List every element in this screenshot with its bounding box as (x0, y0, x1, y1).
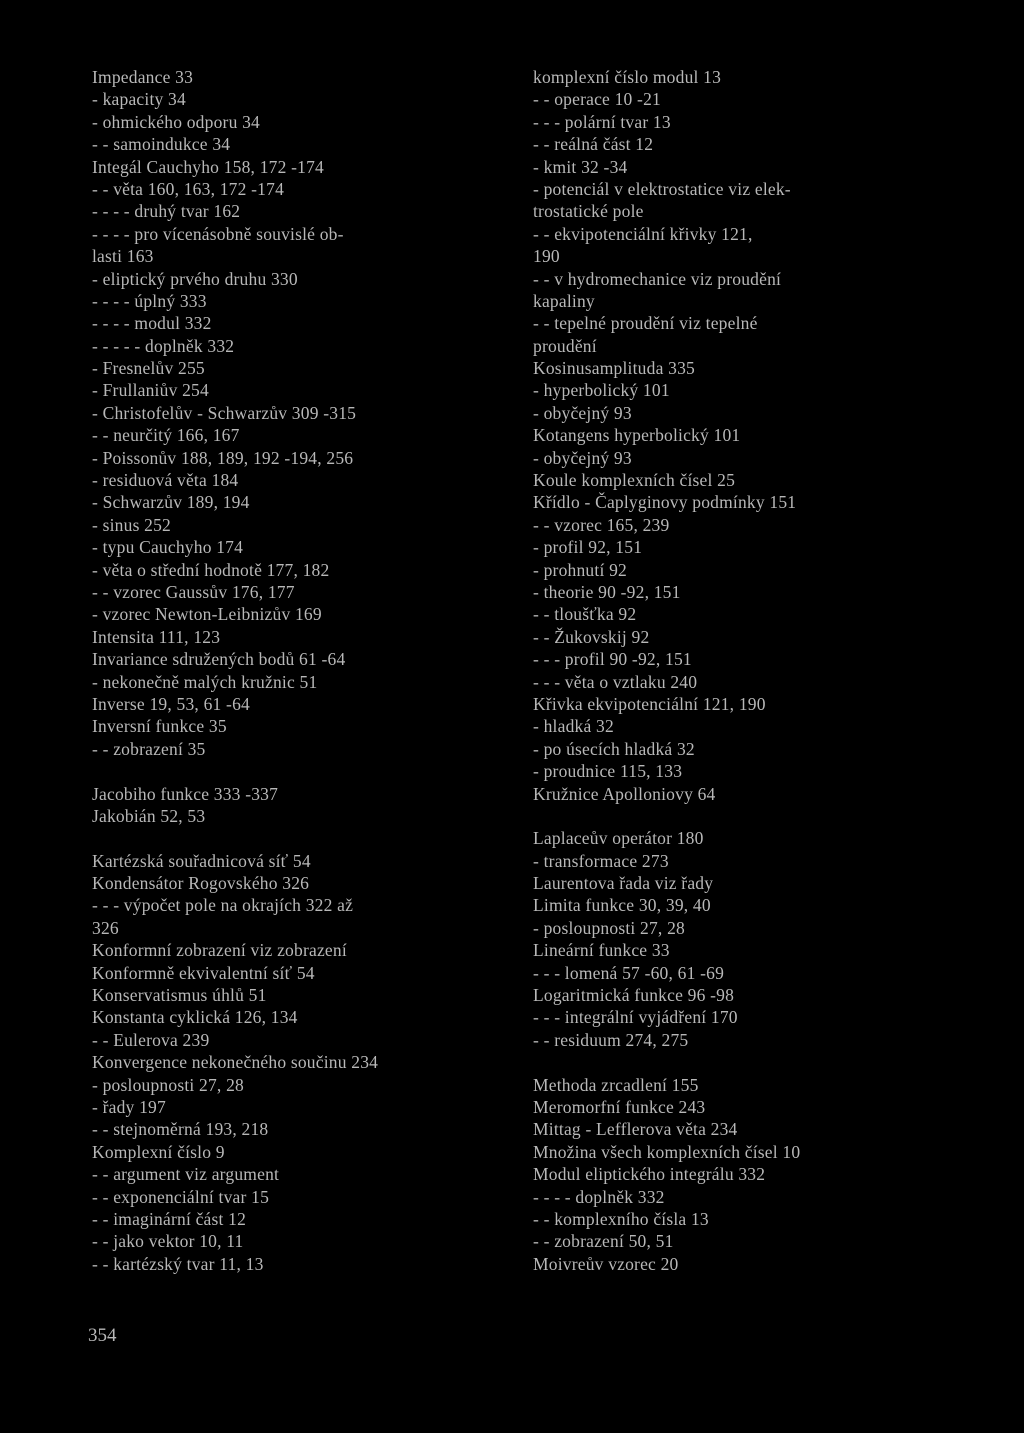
index-entry: - - - - druhý tvar 162 (92, 201, 241, 222)
index-entry: - - exponenciální tvar 15 (92, 1186, 270, 1207)
index-entry: - - - - úplný 333 (92, 290, 207, 311)
index-entry: - Schwarzův 189, 194 (92, 492, 250, 513)
index-entry: Jacobiho funkce 333 -337 (92, 783, 279, 804)
index-entry: proudění (533, 335, 597, 356)
index-entry: - - - profil 90 -92, 151 (533, 649, 692, 670)
index-entry: komplexní číslo modul 13 (533, 67, 722, 87)
index-entry: - Christofelův - Schwarzův 309 -315 (92, 402, 357, 423)
index-entry: - obyčejný 93 (533, 402, 632, 423)
index-entry: - Frullaniův 254 (92, 380, 209, 401)
index-entry: - profil 92, 151 (533, 537, 643, 558)
index-entry: Invariance sdružených bodů 61 -64 (92, 649, 346, 670)
index-entry: - - jako vektor 10, 11 (92, 1231, 244, 1252)
index-entry: Konservatismus úhlů 51 (92, 985, 267, 1006)
index-entry (533, 805, 953, 827)
index-entry: Inverse 19, 53, 61 -64 (92, 693, 250, 714)
index-entry: - obyčejný 93 (533, 447, 632, 468)
index-entry: - - - lomená 57 -60, 61 -69 (533, 962, 725, 983)
index-entry: - - imaginární část 12 (92, 1208, 247, 1229)
index-entry: - - reálná část 12 (533, 134, 654, 155)
index-entry: - Poissonův 188, 189, 192 -194, 256 (92, 447, 354, 468)
index-entry: Křídlo - Čaplyginovy podmínky 151 (533, 492, 797, 513)
index-entry: Impedance 33 (92, 67, 194, 87)
index-entry: - - argument viz argument (92, 1164, 280, 1185)
index-column-left (92, 66, 512, 1275)
index-entry: - residuová věta 184 (92, 470, 239, 491)
index-entry: Kosinusamplituda 335 (533, 358, 695, 379)
index-entry: Konformní zobrazení viz zobrazení (92, 940, 347, 961)
index-entry: Logaritmická funkce 96 -98 (533, 985, 735, 1006)
index-entry (92, 827, 512, 849)
index-entry: Lineární funkce 33 (533, 940, 670, 961)
index-entry: Laurentova řada viz řady (533, 873, 714, 894)
index-entry: - - residuum 274, 275 (533, 1029, 689, 1050)
index-entry: - hladká 32 (533, 716, 614, 737)
index-entry: Křivka ekvipotenciální 121, 190 (533, 693, 766, 714)
index-entry: - řady 197 (92, 1096, 166, 1117)
index-entry: - - - - doplněk 332 (533, 1186, 665, 1207)
index-entry (92, 760, 512, 782)
index-entry: - transformace 273 (533, 850, 669, 871)
index-entry: Integál Cauchyho 158, 172 -174 (92, 156, 324, 177)
index-entry: - - - polární tvar 13 (533, 111, 671, 132)
index-entry: - proudnice 115, 133 (533, 761, 683, 782)
index-entry: 190 (533, 246, 560, 267)
index-entry: Konvergence nekonečného součinu 234 (92, 1052, 379, 1073)
index-entry: - - Eulerova 239 (92, 1029, 210, 1050)
index-entry: - theorie 90 -92, 151 (533, 581, 681, 602)
index-entry: - - věta 160, 163, 172 -174 (92, 178, 285, 199)
index-entry: - posloupnosti 27, 28 (533, 917, 685, 938)
index-entry: Kondensátor Rogovského 326 (92, 873, 310, 894)
index-entry: - - - věta o vztlaku 240 (533, 671, 698, 692)
index-entry: Koule komplexních čísel 25 (533, 470, 736, 491)
index-entry: - - - - modul 332 (92, 313, 212, 334)
index-entry: Kružnice Apolloniovy 64 (533, 783, 716, 804)
index-entry: - kmit 32 -34 (533, 156, 628, 177)
index-entry: - - ekvipotenciální křivky 121, (533, 223, 753, 244)
index-column-right (533, 66, 953, 1275)
index-entry: - typu Cauchyho 174 (92, 537, 244, 558)
index-entry: Laplaceův operátor 180 (533, 828, 704, 849)
index-entry: - - tloušťka 92 (533, 604, 637, 625)
index-entry: - - kartézský tvar 11, 13 (92, 1253, 264, 1274)
index-entry: - - samoindukce 34 (92, 134, 231, 155)
index-entry: - - Žukovskij 92 (533, 626, 650, 647)
index-entry: Komplexní číslo 9 (92, 1141, 225, 1162)
index-entry: - vzorec Newton-Leibnizův 169 (92, 604, 322, 625)
index-entry: - ohmického odporu 34 (92, 111, 260, 132)
index-entry: - kapacity 34 (92, 89, 186, 110)
index-entry: Mittag - Lefflerova věta 234 (533, 1119, 738, 1140)
index-entry: trostatické pole (533, 201, 644, 222)
index-entry: Kartézská souřadnicová síť 54 (92, 850, 311, 871)
index-entry: Meromorfní funkce 243 (533, 1096, 706, 1117)
index-entry: - - v hydromechanice viz proudění (533, 268, 782, 289)
index-entry: - - tepelné proudění viz tepelné (533, 313, 758, 334)
index-entry: - - komplexního čísla 13 (533, 1208, 709, 1229)
index-entry: - - stejnoměrná 193, 218 (92, 1119, 269, 1140)
index-entry: - po úsecích hladká 32 (533, 738, 695, 759)
index-entry: - - zobrazení 35 (92, 738, 206, 759)
index-entry (533, 1051, 953, 1073)
index-entry: - hyperbolický 101 (533, 380, 670, 401)
index-entry: - - - integrální vyjádření 170 (533, 1007, 738, 1028)
index-entry: 326 (92, 917, 119, 938)
index-entry: Intensita 111, 123 (92, 626, 221, 647)
index-entry: Konstanta cyklická 126, 134 (92, 1007, 298, 1028)
index-entry: Inversní funkce 35 (92, 716, 227, 737)
index-entry: - prohnutí 92 (533, 559, 627, 580)
index-entry: Methoda zrcadlení 155 (533, 1074, 699, 1095)
index-entry: - - - výpočet pole na okrajích 322 až (92, 895, 354, 916)
index-entry: - - - - - doplněk 332 (92, 335, 235, 356)
index-entry: - posloupnosti 27, 28 (92, 1074, 244, 1095)
index-entry: Kotangens hyperbolický 101 (533, 425, 741, 446)
index-entry: - nekonečně malých kružnic 51 (92, 671, 318, 692)
index-entry: lasti 163 (92, 246, 154, 267)
index-entry: - eliptický prvého druhu 330 (92, 268, 298, 289)
index-entry: - - vzorec 165, 239 (533, 514, 670, 535)
index-entry: - - operace 10 -21 (533, 89, 661, 110)
index-entry: - - zobrazení 50, 51 (533, 1231, 674, 1252)
index-entry: Jakobián 52, 53 (92, 805, 206, 826)
index-entry: - Fresnelův 255 (92, 358, 205, 379)
index-entry: - věta o střední hodnotě 177, 182 (92, 559, 330, 580)
index-entry: - - - - pro vícenásobně souvislé ob- (92, 223, 344, 244)
index-entry: - - neurčitý 166, 167 (92, 425, 240, 446)
index-entry: Množina všech komplexních čísel 10 (533, 1141, 801, 1162)
index-entry: - sinus 252 (92, 514, 172, 535)
index-entry: - - vzorec Gaussův 176, 177 (92, 581, 295, 602)
index-entry: Limita funkce 30, 39, 40 (533, 895, 711, 916)
index-entry: - potenciál v elektrostatice viz elek- (533, 178, 791, 199)
page-number: 354 (88, 1325, 117, 1346)
index-entry: Moivreův vzorec 20 (533, 1253, 679, 1274)
index-entry: kapaliny (533, 290, 595, 311)
index-entry: Konformně ekvivalentní síť 54 (92, 962, 315, 983)
index-entry: Modul eliptického integrálu 332 (533, 1164, 766, 1185)
